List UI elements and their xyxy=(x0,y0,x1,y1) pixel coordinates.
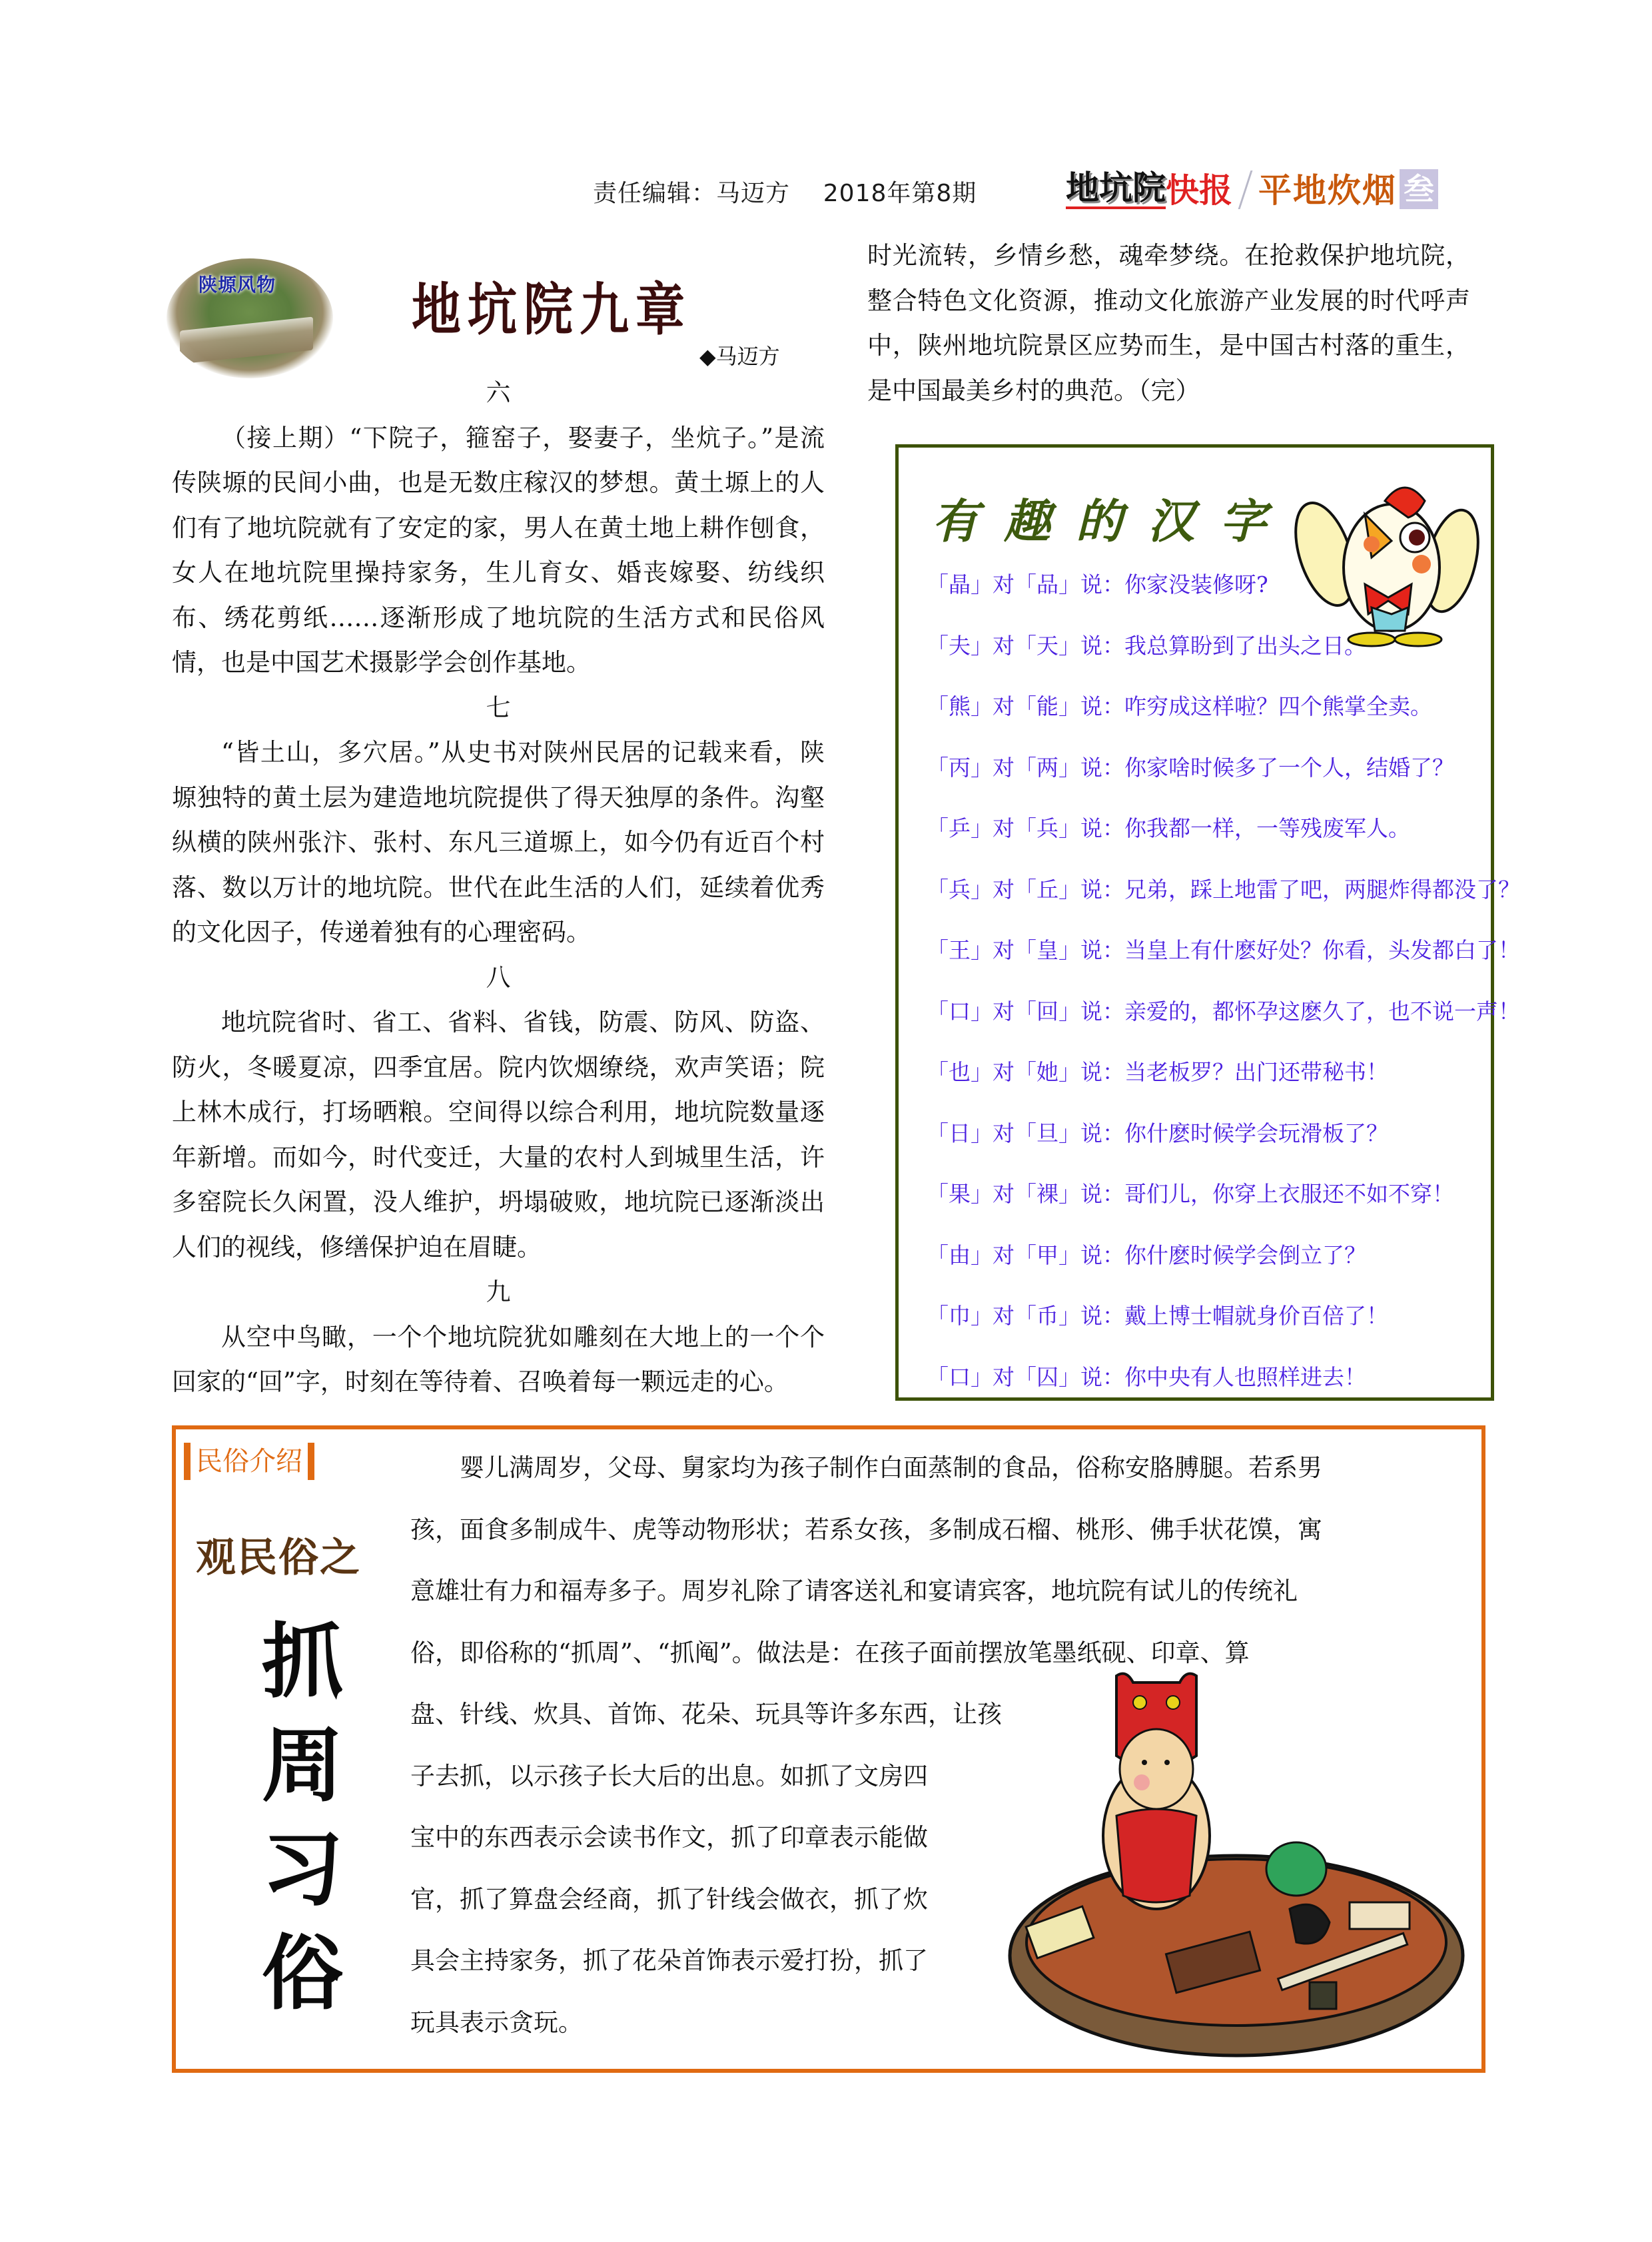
article-body-left xyxy=(172,370,825,1405)
fun-characters-title: 有趣的汉字 xyxy=(932,494,1292,549)
section-paragraph: （接上期）“下院子，箍窑子，娶妻子，坐炕子。”是流传陕塬的民间小曲，也是无数庄稼汉的梦想。黄土塬上的人们有了地坑院就有了安定的家，男人在黄土地上耕作刨食，女人在地坑院里操持家务，生儿育女、婚丧嫁娶、纺线织布、绣花剪纸……逐渐形成了地坑院的生活方式和民俗风情，也是中国艺术摄影学会创作基地。 xyxy=(172,423,825,677)
page-number-badge: 叁 xyxy=(1400,169,1438,209)
article-body-continued xyxy=(867,233,1470,413)
big-title-char: 习 xyxy=(262,1821,343,1917)
list-item: 「晶」对「品」说：你家没装修呀? xyxy=(927,571,1268,597)
list-item: 「兵」对「丘」说：兄弟，踩上地雷了吧，两腿炸得都没了？ xyxy=(927,876,1520,903)
article-byline: ◆马迈方 xyxy=(699,344,780,369)
brand-section: 平地炊烟 xyxy=(1258,171,1397,210)
list-item: 「也」对「她」说：当老板罗？出门还带秘书！ xyxy=(927,1059,1388,1085)
brand-sub: 快报 xyxy=(1166,171,1232,210)
folk-big-title xyxy=(249,1609,356,2025)
big-title-char: 抓 xyxy=(262,1613,343,1709)
list-item: 「日」对「旦」说：你什麽时候学会玩滑板了？ xyxy=(927,1120,1388,1146)
big-title-char: 周 xyxy=(262,1717,343,1813)
section-paragraph: “皆土山，多穴居。”从史书对陕州民居的记载来看，陕塬独特的黄土层为建造地坑院提供了得天独厚的条件。沟壑纵横的陕州张汴、张村、东凡三道塬上，如今仍有近百个村落、数以万计的地坑院。世代在此生活的人们，延续着优秀的文化因子，传递着独有的心理密码。 xyxy=(172,738,825,946)
courtyard-wall-illustration xyxy=(180,316,313,364)
editor-issue-line: 责任编辑：马迈方 2018年第8期 xyxy=(593,180,977,207)
section-number: 八 xyxy=(486,962,511,992)
continuation-paragraph: 时光流转，乡情乡愁，魂牵梦绕。在抢救保护地坑院，整合特色文化资源，推动文化旅游产业发展的时代呼声中，陕州地坑院景区应势而生，是中国古村落的重生，是中国最美乡村的典范。（完） xyxy=(867,241,1470,405)
article-title: 地坑院九章 xyxy=(412,277,691,344)
brand-divider xyxy=(1238,171,1253,209)
list-item: 「由」对「甲」说：你什麽时候学会倒立了？ xyxy=(927,1242,1366,1268)
list-item: 「乒」对「兵」说：你我都一样，一等残废军人。 xyxy=(927,815,1410,841)
text-line: 官，抓了算盘会经商，抓了针线会做衣，抓了炊 xyxy=(410,1884,928,1914)
folk-section-tag: 民俗介绍 xyxy=(184,1443,314,1480)
text-line: 玩具表示贪玩。 xyxy=(410,2008,583,2037)
section-number: 七 xyxy=(486,693,511,722)
section-paragraph: 从空中鸟瞰，一个个地坑院犹如雕刻在大地上的一个个回家的“回”字，时刻在等待着、召唤着每一颗远走的心。 xyxy=(172,1322,825,1396)
text-line: 孩，面食多制成牛、虎等动物形状；若系女孩，多制成石榴、桃形、佛手状花馍，寓 xyxy=(410,1515,1322,1544)
text-line: 意雄壮有力和福寿多子。周岁礼除了请客送礼和宴请宾客，地坑院有试儿的传统礼 xyxy=(410,1577,1298,1605)
column-badge-label: 陕塬风物 xyxy=(199,274,276,296)
list-item: 「熊」对「能」说：咋穷成这样啦？四个熊掌全卖。 xyxy=(927,693,1432,719)
list-item: 「夫」对「天」说：我总算盼到了出头之日。 xyxy=(927,632,1366,659)
text-line: 俗，即俗称的“抓周”、“抓阄”。做法是：在孩子面前摆放笔墨纸砚、印章、算 xyxy=(410,1638,1250,1667)
column-badge-image xyxy=(167,258,333,378)
list-item: 「果」对「裸」说：哥们儿，你穿上衣服还不如不穿！ xyxy=(927,1181,1454,1207)
text-line: 盘、针线、炊具、首饰、花朵、玩具等许多东西，让孩 xyxy=(410,1700,1002,1728)
fun-characters-box xyxy=(895,444,1520,1401)
list-item: 「巾」对「币」说：戴上博士帽就身价百倍了！ xyxy=(927,1303,1388,1329)
fun-characters-list xyxy=(927,554,1520,1407)
text-line: 婴儿满周岁，父母、舅家均为孩子制作白面蒸制的食品，俗称安胳膊腿。若系男 xyxy=(460,1453,1322,1482)
folk-custom-box xyxy=(172,1425,1485,2073)
text-line: 子去抓，以示孩子长大后的出息。如抓了文房四 xyxy=(410,1761,928,1790)
big-title-char: 俗 xyxy=(262,1925,343,2021)
folk-subtitle: 观民俗之 xyxy=(196,1535,361,1581)
section-paragraph: 地坑院省时、省工、省料、省钱，防震、防风、防盗、防火，冬暖夏凉，四季宜居。院内饮烟缭绕，欢声笑语；院上林木成行，打场晒粮。空间得以综合利用，地坑院数量逐年新增。而如今，时代变迁，大量的农村人到城里生活，许多窑院长久闲置，没人维护，坍塌破败，地坑院已逐渐淡出人们的视线，修缮保护迫在眉睫。 xyxy=(172,1008,825,1262)
section-number: 六 xyxy=(486,378,511,407)
text-line: 具会主持家务，抓了花朵首饰表示爱打扮，抓了 xyxy=(410,1946,928,1975)
list-item: 「口」对「回」说：亲爱的，都怀孕这麽久了，也不说一声！ xyxy=(927,998,1520,1024)
brand-main: 地坑院 xyxy=(1066,169,1166,209)
masthead-brand xyxy=(1066,167,1438,209)
text-line: 宝中的东西表示会读书作文，抓了印章表示能做 xyxy=(410,1823,928,1852)
list-item: 「口」对「囚」说：你中央有人也照样进去！ xyxy=(927,1363,1366,1390)
list-item: 「王」对「皇」说：当皇上有什麽好处？你看，头发都白了！ xyxy=(927,937,1520,963)
section-number: 九 xyxy=(486,1278,511,1306)
list-item: 「丙」对「两」说：你家啥时候多了一个人，结婚了？ xyxy=(927,754,1454,781)
baby-zhuazhou-illustration xyxy=(990,1669,1469,2062)
